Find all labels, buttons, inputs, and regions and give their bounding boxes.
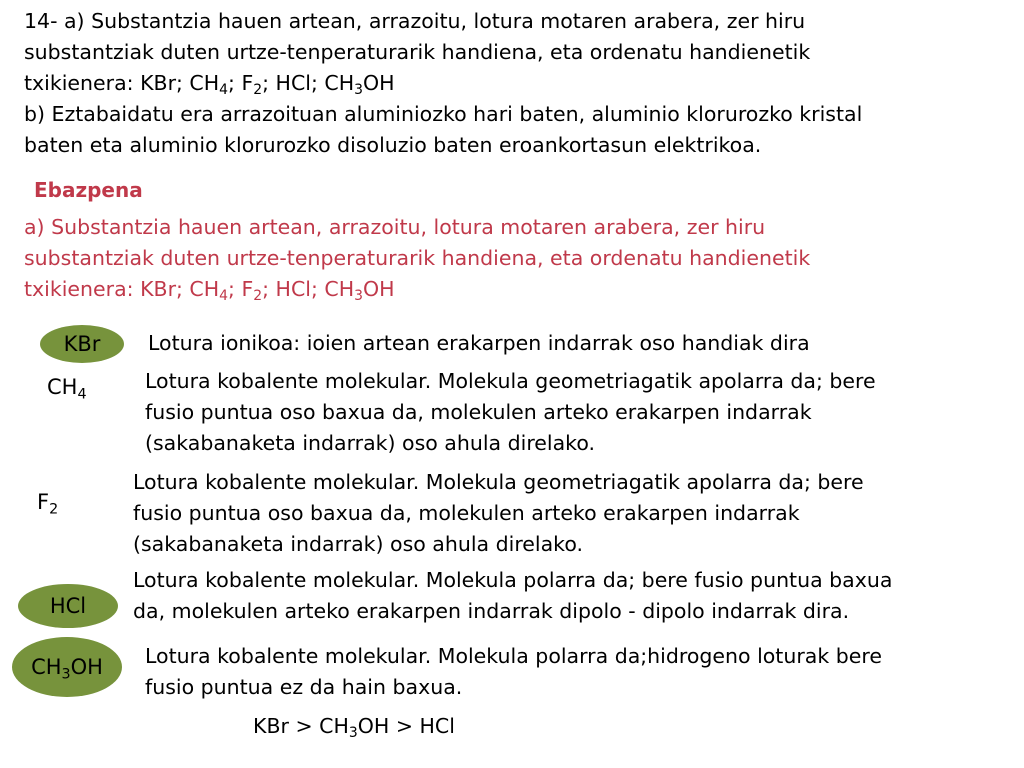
- solution-repeat-line2: substantziak duten urtze-tenperaturarik handiena, eta ordenatu handienetik: [24, 246, 811, 270]
- solution-repeat-line3: txikienera: KBr; $CH_4$; $F_2$; HCl; $CH_3OH$: [24, 277, 395, 305]
- ordering-result: KBr > $CH_3OH$ > HCl: [253, 714, 455, 742]
- ch3oh-oval-label: $CH_3OH$: [12, 637, 122, 697]
- question-a: [24, 6, 810, 99]
- question-a-line1: 14- a) Substantzia hauen artean, arrazoitu, lotura motaren arabera, zer hiru: [24, 9, 806, 33]
- f2-description: [133, 467, 864, 560]
- f2-description-line3: (sakabanaketa indarrak) oso ahula direlako.: [133, 532, 584, 556]
- question-a-line2: substantziak duten urtze-tenperaturarik handiena, eta ordenatu handienetik: [24, 40, 811, 64]
- kbr-oval-label: KBr: [40, 325, 124, 363]
- ch4-description-line1: Lotura kobalente molekular. Molekula geometriagatik apolarra da; bere: [145, 369, 876, 393]
- hcl-oval-label: HCl: [18, 584, 118, 628]
- kbr-description: [148, 328, 810, 359]
- ch4-description-line3: (sakabanaketa indarrak) oso ahula direlako.: [145, 431, 596, 455]
- f2-description-line1: Lotura kobalente molekular. Molekula geometriagatik apolarra da; bere: [133, 470, 864, 494]
- question-b-line2: baten eta aluminio klorurozko disoluzio baten eroankortasun elektrikoa.: [24, 133, 762, 157]
- ch4-description: [145, 366, 876, 459]
- solution-heading: Ebazpena: [34, 178, 143, 202]
- ch3oh-description-line2: fusio puntua ez da hain baxua.: [145, 675, 463, 699]
- hcl-description-line1: Lotura kobalente molekular. Molekula polarra da; bere fusio puntua baxua: [133, 568, 893, 592]
- ch4-description-line2: fusio puntua oso baxua da, molekulen arteko erakarpen indarrak: [145, 400, 812, 424]
- kbr-description-line1: Lotura ionikoa: ioien artean erakarpen indarrak oso handiak dira: [148, 331, 810, 355]
- solution-repeat-line1: a) Substantzia hauen artean, arrazoitu, lotura motaren arabera, zer hiru: [24, 215, 766, 239]
- ch3oh-description: [145, 641, 882, 703]
- f2-label: $F_2$: [37, 490, 59, 518]
- question-b: [24, 99, 862, 161]
- hcl-description-line2: da, molekulen arteko erakarpen indarrak dipolo - dipolo indarrak dira.: [133, 599, 850, 623]
- f2-description-line2: fusio puntua oso baxua da, molekulen arteko erakarpen indarrak: [133, 501, 800, 525]
- question-a-line3: txikienera: KBr; $CH_4$; $F_2$; HCl; $CH_3OH$: [24, 71, 395, 99]
- ch4-label: $CH_4$: [47, 375, 87, 403]
- ch3oh-description-line1: Lotura kobalente molekular. Molekula polarra da;hidrogeno loturak bere: [145, 644, 882, 668]
- solution-question-repeat: [24, 212, 810, 305]
- hcl-description: [133, 565, 892, 627]
- question-b-line1: b) Eztabaidatu era arrazoituan aluminiozko hari baten, aluminio klorurozko kristal: [24, 102, 863, 126]
